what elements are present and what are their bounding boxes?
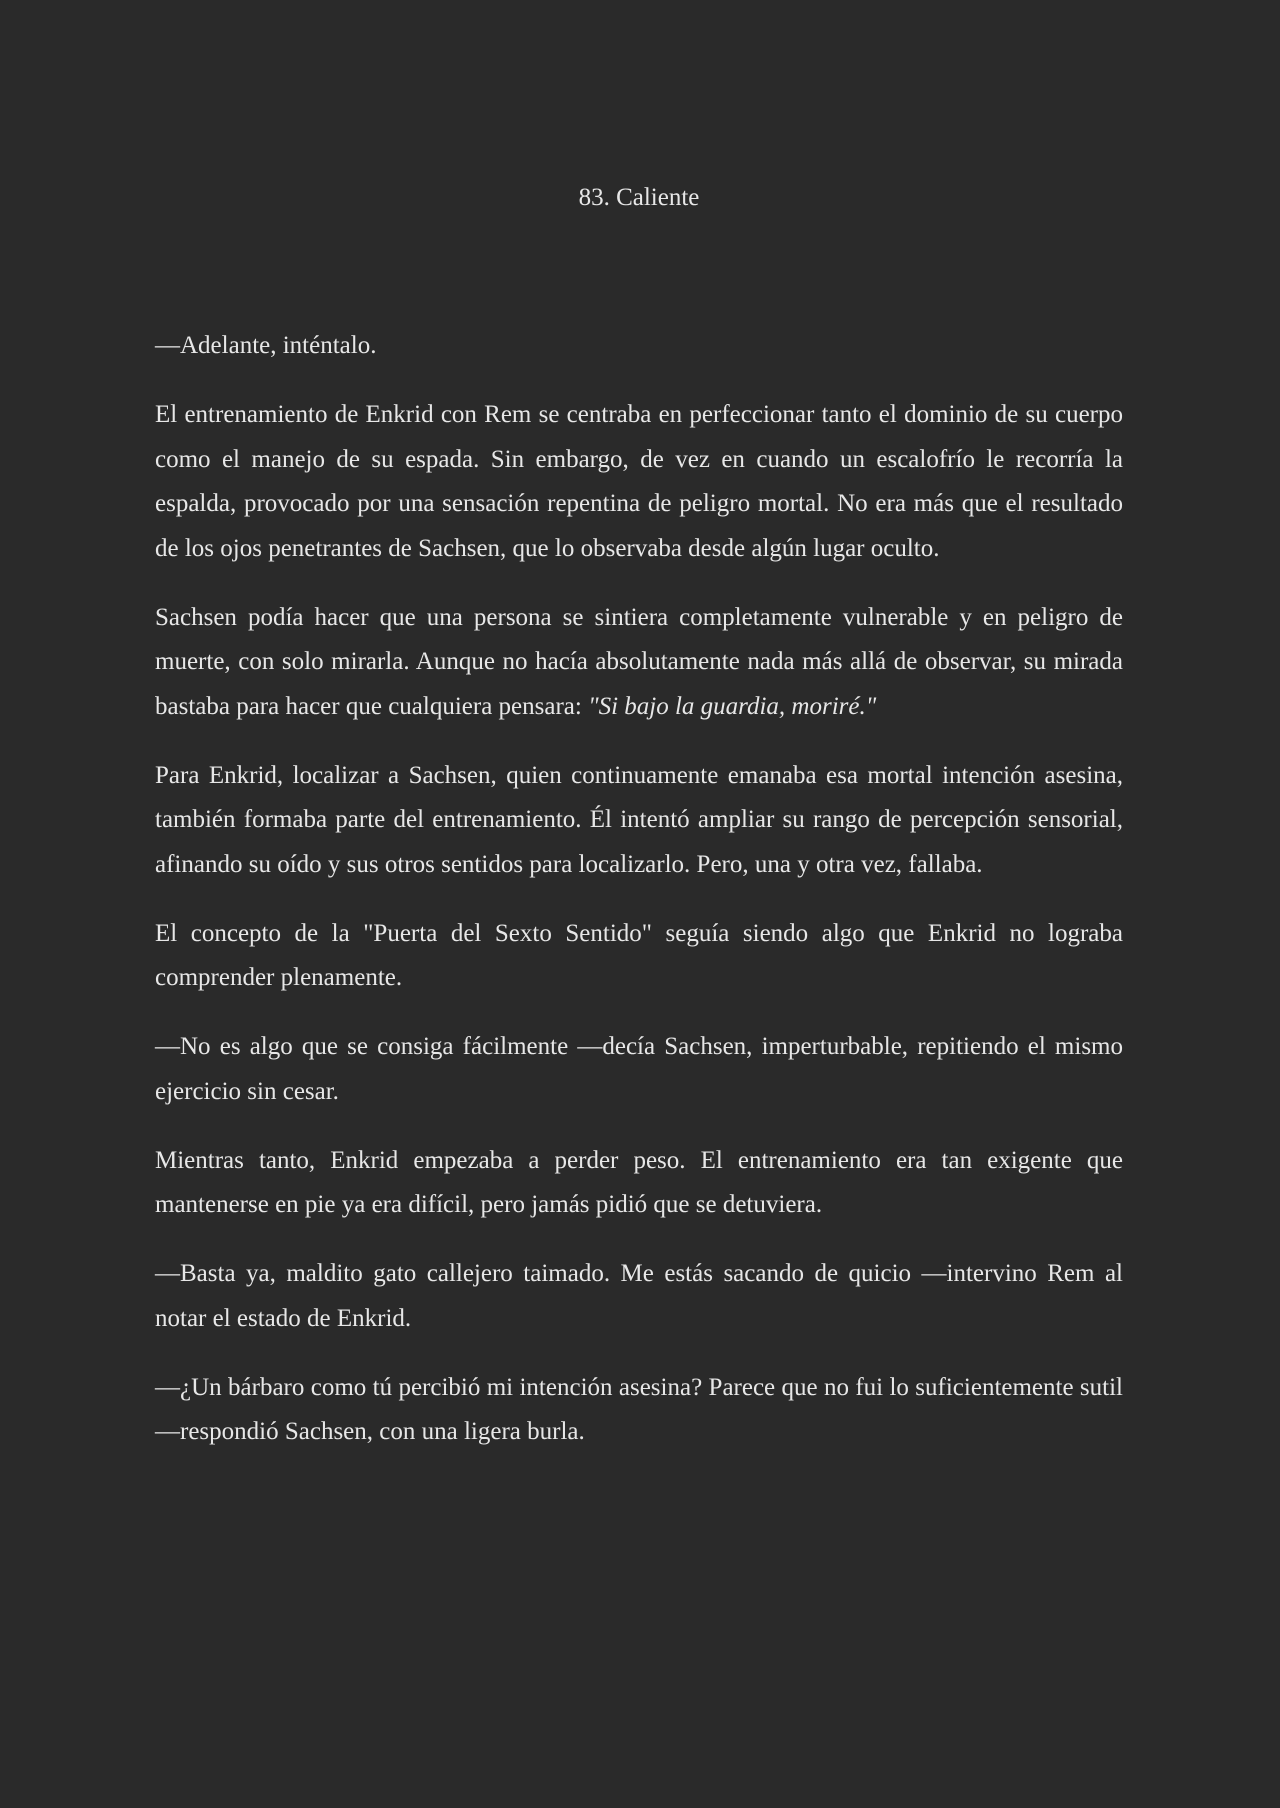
paragraph: Para Enkrid, localizar a Sachsen, quien continuamente emanaba esa mortal intención asesina, también formaba parte del entrenamiento. Él intentó ampliar su rango de percepción sensorial, afinando su oído y sus otros sentidos para localizarlo. Pero, una y otra vez, fallaba. [155,761,1123,878]
paragraph: —¿Un bárbaro como tú percibió mi intención asesina? Parece que no fui lo suficientemente sutil —respondió Sachsen, con una ligera burla. [155,1373,1123,1445]
paragraph: El concepto de la "Puerta del Sexto Sentido" seguía siendo algo que Enkrid no lograba comprender plenamente. [155,919,1123,991]
paragraph [155,596,1123,730]
paragraph: —No es algo que se consiga fácilmente —decía Sachsen, imperturbable, repitiendo el mismo ejercicio sin cesar. [155,1033,1123,1105]
paragraph: Mientras tanto, Enkrid empezaba a perder peso. El entrenamiento era tan exigente que mantenerse en pie ya era difícil, pero jamás pidió que se detuviera. [155,1146,1123,1218]
paragraph: El entrenamiento de Enkrid con Rem se centraba en perfeccionar tanto el dominio de su cuerpo como el manejo de su espada. Sin embargo, de vez en cuando un escalofrío le recorría la espalda, provocado por una sensación repentina de peligro mortal. No era más que el resultado de los ojos penetrantes de Sachsen, que lo observaba desde algún lugar oculto. [155,401,1123,562]
chapter-title: 83. Caliente [578,184,700,211]
paragraph-text: Sachsen podía hacer que una persona se sintiera completamente vulnerable y en peligro de muerte, con solo mirarla. Aunque no hacía absolutamente nada más allá de observar, su mirada bastaba para hacer que cualquiera pensara: [155,603,1123,720]
italic-thought: "Si bajo la guardia, moriré." [588,692,877,720]
paragraph: —Basta ya, maldito gato callejero taimado. Me estás sacando de quicio —intervino Rem al notar el estado de Enkrid. [155,1260,1123,1332]
paragraph: —Adelante, inténtalo. [155,332,377,359]
